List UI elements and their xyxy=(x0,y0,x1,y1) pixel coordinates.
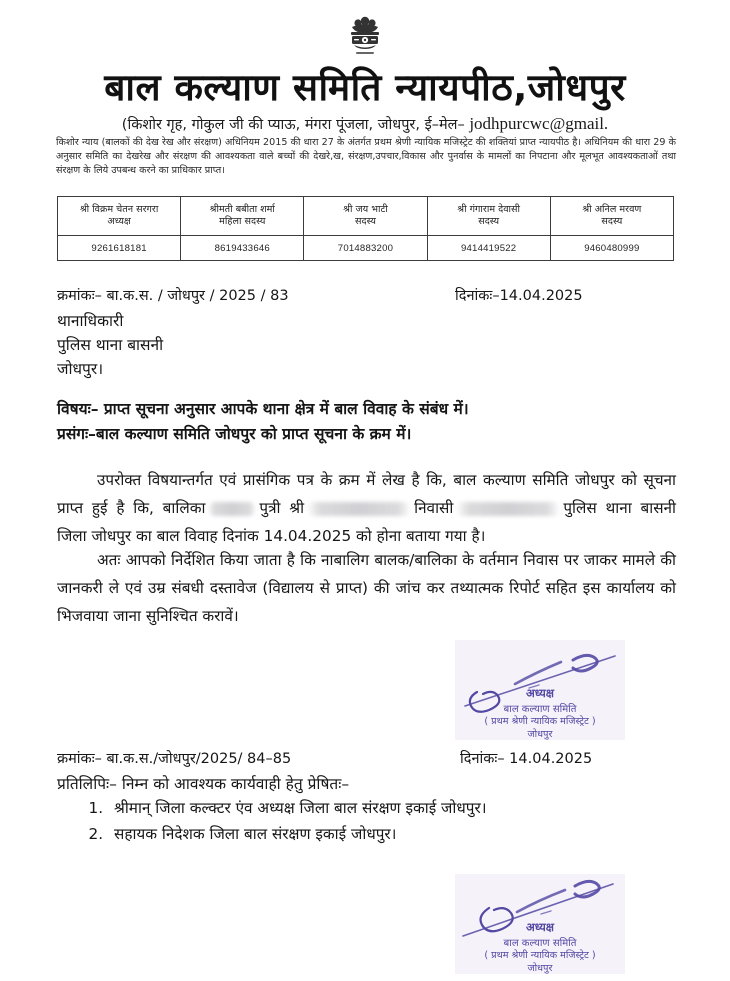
subject-line: विषयः– प्राप्त सूचना अनुसार आपके थाना क्षेत्र में बाल विवाह के संबंध में। xyxy=(57,400,469,418)
paragraph-1-segment-2: पुत्री श्री xyxy=(259,499,305,517)
redacted-girl-name xyxy=(208,502,256,516)
member-phone: 8619433646 xyxy=(181,236,304,261)
copy-to-list xyxy=(80,795,487,847)
member-cell xyxy=(181,197,304,236)
stamp-line-3: ( प्रथम श्रेणी न्यायिक मजिस्ट्रेट ) xyxy=(484,716,596,727)
stamp-line-2: बाल कल्याण समिति xyxy=(503,704,577,715)
stamp-line-3: ( प्रथम श्रेणी न्यायिक मजिस्ट्रेट ) xyxy=(484,950,596,961)
member-cell xyxy=(58,197,181,236)
paragraph-2-text: अतः आपको निर्देशित किया जाता है कि नाबालिग बालक/बालिका के वर्तमान निवास पर जाकर मामले की जानकरी ले एवं उम्र संबधी दस्तावेज (विद्यालय से प्राप्त) की जांच कर तथ्यात्मक रिपोर्ट सहित इस कार्यालय को भिजवाया जाना सुनिश्चित करावें। xyxy=(57,551,676,625)
emblem-container xyxy=(0,14,730,62)
addressee-designation: थानाधिकारी xyxy=(57,312,124,330)
body-paragraph-1 xyxy=(57,466,676,550)
table-row-names xyxy=(58,197,674,236)
member-role: महिला सदस्य xyxy=(219,216,266,227)
organisation-address xyxy=(0,114,730,134)
member-phone: 9414419522 xyxy=(427,236,550,261)
stamp-line-4: जोधपुर xyxy=(527,963,553,974)
member-role: सदस्य xyxy=(601,216,623,227)
paragraph-1-segment-3: निवासी xyxy=(414,499,454,517)
member-name: श्री गंगाराम देवासी xyxy=(457,203,520,215)
authority-paragraph: किशोर न्याय (बालकों की देख रेख और संरक्षण) अधिनियम 2015 की धारा 27 के अंतर्गत प्रथम श्रेणी न्यायिक मजिस्ट्रेट की शक्तियां प्राप्त न्यायपीठ है। अधिनियम की धारा 29 के अनुसार समिति का देखरेख और संरक्षण की आवश्यकता वाले बच्चों की देखरे,ख, संरक्षण,उपचार,विकास और पुनर्वास के मामलों का निपटाना और मूलभूत आवश्यकताओं तथा संरक्षण के लिये उपबन्ध करने का प्राधिकार प्राप्त। xyxy=(56,137,676,176)
body-paragraph-2 xyxy=(57,546,676,630)
member-role: सदस्य xyxy=(478,216,500,227)
member-cell xyxy=(427,197,550,236)
member-phone: 9261618181 xyxy=(58,236,181,261)
member-name: श्रीमती बबीता शर्मा xyxy=(209,203,275,215)
table-row-phones xyxy=(58,236,674,261)
organisation-title: बाल कल्याण समिति न्यायपीठ,जोधपुर xyxy=(104,66,626,109)
official-seal-stamp-top xyxy=(455,640,625,740)
footer-reference-number: क्रमांकः– बा.क.स./जोधपुर/2025/ 84–85 xyxy=(57,751,292,767)
footer-date: दिनांकः– 14.04.2025 xyxy=(460,751,593,767)
member-name: श्री विक्रम चेतन सरगरा xyxy=(79,203,159,215)
paragraph-1-segment-4: पुलिस थाना बासनी जिला जोधपुर का बाल विवाह दिनांक 14.04.2025 को होना बताया गया है। xyxy=(57,499,677,545)
member-cell xyxy=(550,197,673,236)
redacted-residence xyxy=(456,502,560,516)
member-role: सदस्य xyxy=(355,216,376,227)
stamp-line-2: बाल कल्याण समिति xyxy=(503,938,577,949)
member-phone: 9460480999 xyxy=(550,236,673,261)
context-line: प्रसंगः–बाल कल्याण समिति जोधपुर को प्राप्त सूचना के क्रम में। xyxy=(57,425,412,443)
member-name: श्री अनिल मरवण xyxy=(582,203,642,215)
member-name: श्री जय भाटी xyxy=(343,203,388,215)
member-phone: 7014883200 xyxy=(304,236,427,261)
paragraph-1-segment-1: उपरोक्त विषयान्तर्गत एवं प्रासंगिक पत्र के क्रम में लेख है कि, बाल कल्याण समिति जोधपुर को सूचना प्राप्त हुई है कि, बालिका xyxy=(57,471,676,517)
email-address: jodhpurcwc@gmail. xyxy=(469,114,609,133)
address-text: (किशोर गृह, गोकुल जी की प्याऊ, मंगरा पूंजला, जोधपुर, ई–मेल– xyxy=(121,117,470,133)
official-seal-stamp-bottom xyxy=(455,874,625,974)
addressee-city: जोधपुर। xyxy=(57,360,104,378)
copy-to-label: प्रतिलिपिः– निम्न को आवश्यक कार्यवाही हेतु प्रेषितः– xyxy=(57,775,350,793)
member-role: अध्यक्ष xyxy=(107,216,131,227)
list-item: 2. सहायक निदेशक जिला बाल संरक्षण इकाई जोधपुर। xyxy=(108,821,487,847)
members-table xyxy=(57,196,674,261)
list-item: 1. श्रीमान् जिला कल्क्टर एंव अध्यक्ष जिला बाल संरक्षण इकाई जोधपुर। xyxy=(108,795,487,821)
addressee-station: पुलिस थाना बासनी xyxy=(57,336,164,354)
stamp-line-4: जोधपुर xyxy=(527,729,553,740)
letter-date: दिनांकः–14.04.2025 xyxy=(455,288,583,304)
stamp-line-1: अध्यक्ष xyxy=(525,920,555,934)
stamp-line-1: अध्यक्ष xyxy=(525,686,555,700)
redacted-father-name xyxy=(307,502,411,516)
india-national-emblem-icon xyxy=(345,14,385,62)
reference-number: क्रमांकः– बा.क.स. / जोधपुर / 2025 / 83 xyxy=(57,288,289,304)
member-cell xyxy=(304,197,427,236)
